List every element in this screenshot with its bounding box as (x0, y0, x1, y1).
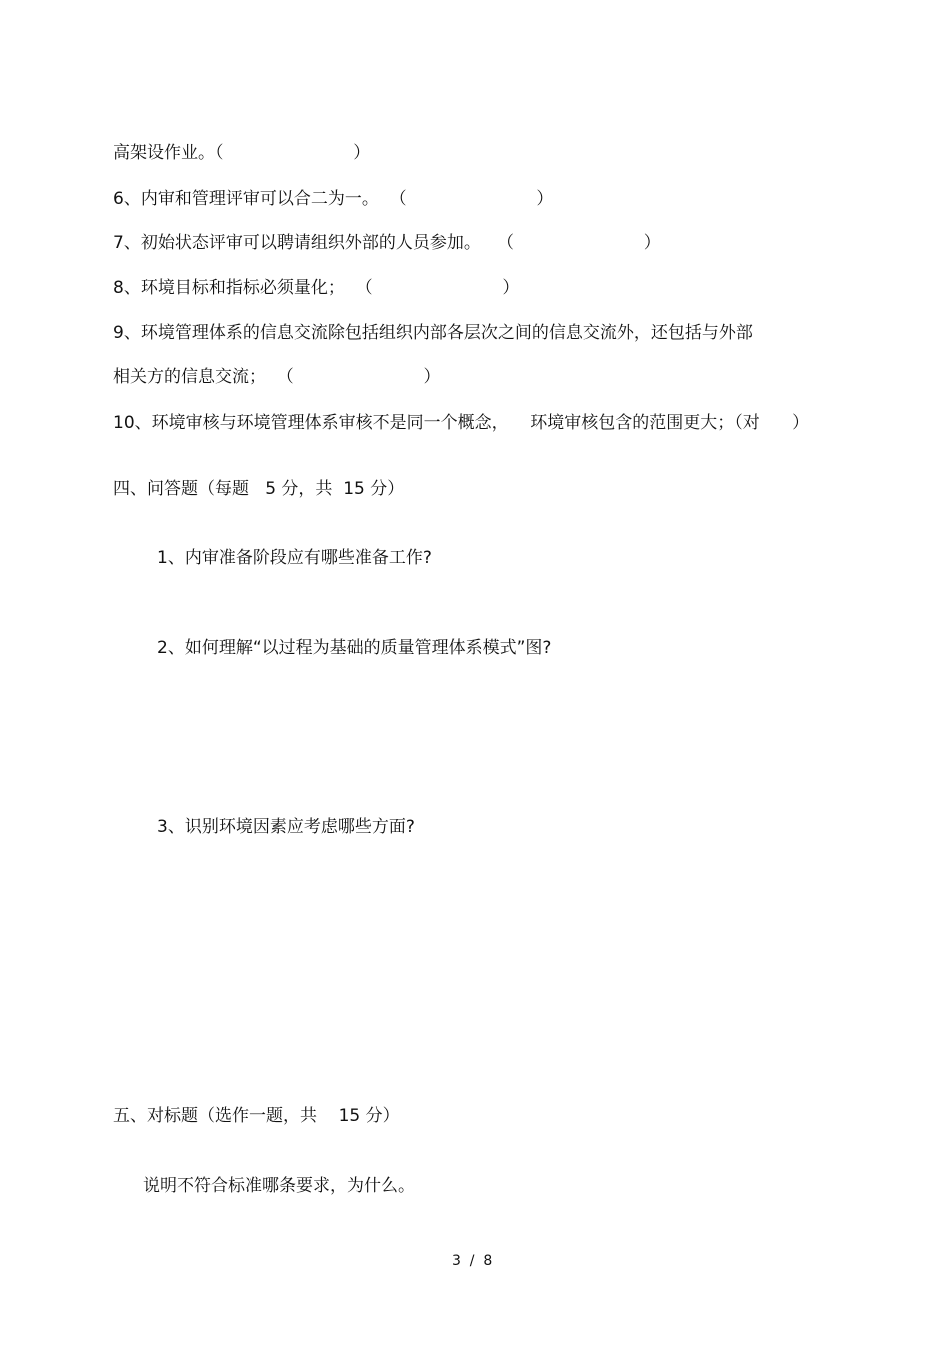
qa-question-2: 2、如何理解“以过程为基础的质量管理体系模式”图? (157, 638, 552, 658)
question-6: 6、内审和管理评审可以合二为一。 （ ） (113, 189, 554, 209)
question-5-continuation: 高架设作业。（ ） (113, 143, 371, 163)
section-heading-qa: 四、问答题（每题 5 分，共 15 分） (113, 479, 405, 499)
section-heading-case: 五、对标题（选作一题，共 15 分） (113, 1106, 400, 1126)
qa-question-1: 1、内审准备阶段应有哪些准备工作? (157, 548, 432, 568)
question-9-line-2: 相关方的信息交流； （ ） (113, 367, 441, 387)
question-7: 7、初始状态评审可以聘请组织外部的人员参加。 （ ） (113, 233, 661, 253)
question-10: 10、环境审核与环境管理体系审核不是同一个概念， 环境审核包含的范围更大；（对 ） (113, 413, 810, 433)
page-number: 3 / 8 (452, 1253, 493, 1269)
question-9-line-1: 9、环境管理体系的信息交流除包括组织内部各层次之间的信息交流外，还包括与外部 (113, 323, 753, 343)
question-8: 8、环境目标和指标必须量化； （ ） (113, 278, 520, 298)
case-instruction: 说明不符合标准哪条要求，为什么。 (143, 1176, 415, 1196)
qa-question-3: 3、识别环境因素应考虑哪些方面? (157, 817, 415, 837)
